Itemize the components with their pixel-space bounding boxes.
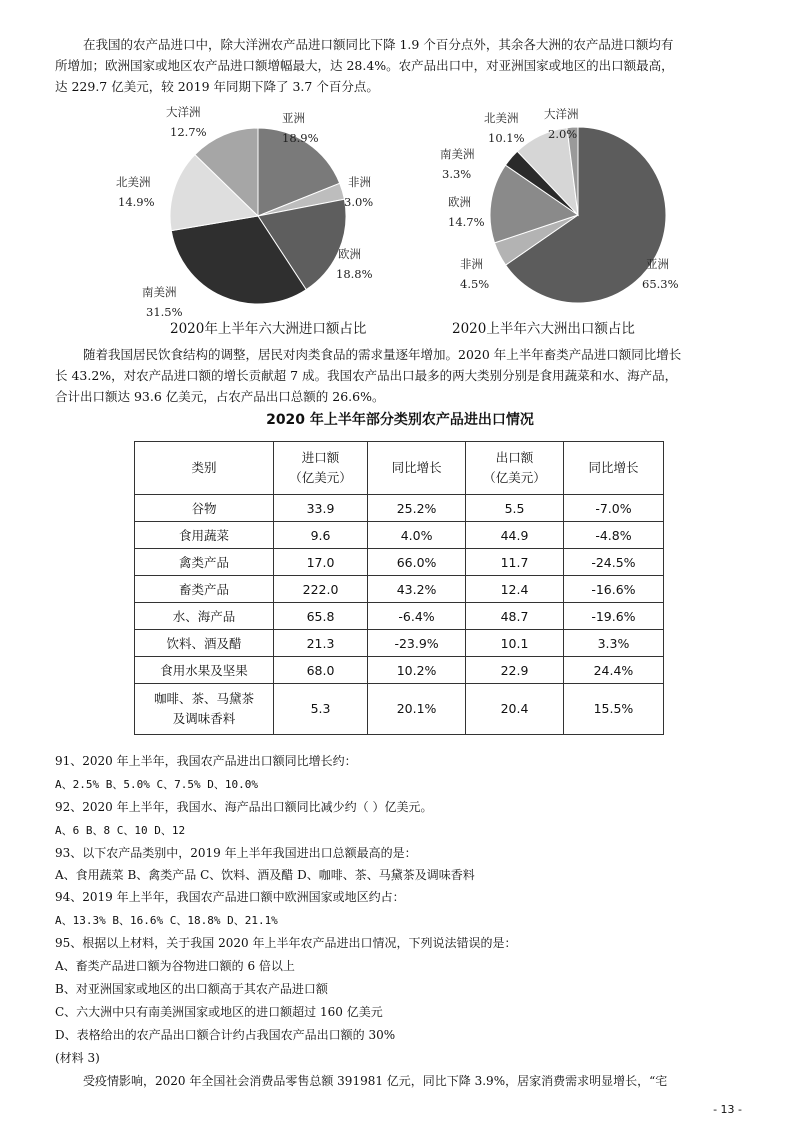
trade-table [134, 441, 664, 735]
table-row [135, 495, 664, 522]
cell-import: 9.6 [274, 522, 368, 549]
import-label-oceania-value: 12.7% [170, 125, 207, 139]
question-92: 92、2020 年上半年，我国水、海产品出口额同比减少约（ ）亿美元。 [55, 800, 433, 814]
export-label-europe-value: 14.7% [448, 215, 485, 229]
question-95-option-d: D、表格给出的农产品出口额合计约占我国农产品出口额的 30% [55, 1028, 396, 1042]
table-row [135, 630, 664, 657]
cell-import-growth: 25.2% [368, 495, 466, 522]
para2-line-2: 长 43.2%，对农产品进口额的增长贡献超 7 成。我国农产品出口最多的两大类别分别是食用蔬菜和水、海产品， [55, 368, 678, 383]
cell-import: 5.3 [274, 684, 368, 735]
export-label-samerica-name: 南美洲 [440, 147, 475, 161]
cell-export-growth: -4.8% [563, 522, 663, 549]
export-pie-title: 2020上半年六大洲出口额占比 [452, 321, 635, 337]
question-91-options: A、2.5% B、5.0% C、7.5% D、10.0% [55, 778, 258, 791]
cell-import: 21.3 [274, 630, 368, 657]
import-pie-chart [110, 98, 400, 338]
export-pie-chart [440, 98, 700, 338]
tail-paragraph: 受疫情影响，2020 年全国社会消费品零售总额 391981 亿元，同比下降 3.9%，居家消费需求明显增长，“宅 [83, 1074, 668, 1088]
import-pie-slices [170, 128, 346, 304]
cell-import-growth: 43.2% [368, 576, 466, 603]
cell-category-line2: 及调味香料 [172, 711, 236, 726]
import-label-namerica-value: 14.9% [118, 195, 155, 209]
table-header-row [135, 442, 664, 495]
cell-category-line1: 咖啡、茶、马黛茶 [154, 691, 255, 706]
question-95: 95、根据以上材料，关于我国 2020 年上半年农产品进出口情况，下列说法错误的是： [55, 936, 517, 950]
import-label-asia-value: 18.9% [282, 131, 319, 145]
export-label-namerica-name: 北美洲 [484, 111, 519, 125]
import-label-namerica-name: 北美洲 [116, 175, 151, 189]
meat-paragraph [55, 344, 755, 407]
cell-export: 48.7 [466, 603, 564, 630]
intro-line-3: 达 229.7 亿美元，较 2019 年同期下降了 3.7 个百分点。 [55, 79, 379, 94]
cell-export-growth: 15.5% [563, 684, 663, 735]
cell-import-growth: 4.0% [368, 522, 466, 549]
export-label-europe-name: 欧洲 [448, 195, 471, 209]
cell-import: 17.0 [274, 549, 368, 576]
export-label-asia-name: 亚洲 [646, 257, 669, 271]
cell-export-growth: -24.5% [563, 549, 663, 576]
question-94-options: A、13.3% B、16.6% C、18.8% D、21.1% [55, 914, 278, 927]
cell-import: 68.0 [274, 657, 368, 684]
para2-line-3: 合计出口额达 93.6 亿美元，占农产品出口总额的 26.6%。 [55, 389, 385, 404]
question-95-option-c: C、六大洲中只有南美洲国家或地区的进口额超过 160 亿美元 [55, 1005, 383, 1019]
cell-import: 65.8 [274, 603, 368, 630]
intro-line-1: 在我国的农产品进口中，除大洋洲农产品进口额同比下降 1.9 个百分点外，其余各大洲的农产品进口额均有 [83, 37, 674, 52]
table-row [135, 603, 664, 630]
cell-category: 谷物 [135, 495, 274, 522]
export-label-namerica-value: 10.1% [488, 131, 525, 145]
import-pie-svg [110, 98, 400, 338]
cell-export: 10.1 [466, 630, 564, 657]
cell-category: 水、海产品 [135, 603, 274, 630]
export-label-samerica-value: 3.3% [442, 167, 472, 181]
cell-export: 12.4 [466, 576, 564, 603]
table-row [135, 576, 664, 603]
intro-paragraph [55, 34, 755, 97]
import-label-europe-name: 欧洲 [338, 247, 361, 261]
cell-export: 5.5 [466, 495, 564, 522]
export-label-africa-name: 非洲 [460, 257, 483, 271]
question-91: 91、2020 年上半年，我国农产品进出口额同比增长约： [55, 754, 357, 768]
import-label-africa-name: 非洲 [348, 175, 371, 189]
table-row [135, 684, 664, 735]
export-label-asia-value: 65.3% [642, 277, 679, 291]
question-95-option-b: B、对亚洲国家或地区的出口额高于其农产品进口额 [55, 982, 328, 996]
header-export-line1: 出口额 [495, 450, 534, 465]
import-label-europe-value: 18.8% [336, 267, 373, 281]
cell-export-growth: 3.3% [563, 630, 663, 657]
table-row [135, 549, 664, 576]
header-category: 类别 [135, 442, 274, 495]
cell-category [135, 684, 274, 735]
cell-export: 22.9 [466, 657, 564, 684]
cell-category: 食用蔬菜 [135, 522, 274, 549]
import-label-africa-value: 3.0% [344, 195, 374, 209]
export-pie-slices [490, 127, 666, 303]
material-label: (材料 3) [55, 1051, 100, 1065]
question-93: 93、以下农产品类别中，2019 年上半年我国进出口总额最高的是： [55, 846, 417, 860]
export-label-oceania-value: 2.0% [548, 127, 578, 141]
header-export [466, 442, 564, 495]
cell-import: 33.9 [274, 495, 368, 522]
cell-export-growth: -16.6% [563, 576, 663, 603]
header-export-growth: 同比增长 [563, 442, 663, 495]
import-pie-title: 2020年上半年六大洲进口额占比 [170, 321, 367, 337]
cell-import-growth: 20.1% [368, 684, 466, 735]
table-row [135, 657, 664, 684]
import-label-samerica-name: 南美洲 [142, 285, 177, 299]
question-95-option-a: A、畜类产品进口额为谷物进口额的 6 倍以上 [55, 959, 295, 973]
para2-line-1: 随着我国居民饮食结构的调整，居民对肉类食品的需求量逐年增加。2020 年上半年畜类产品进口额同比增长 [83, 347, 682, 362]
cell-import: 222.0 [274, 576, 368, 603]
cell-export-growth: -19.6% [563, 603, 663, 630]
export-pie-svg [440, 98, 700, 338]
table-row [135, 522, 664, 549]
question-94: 94、2019 年上半年，我国农产品进口额中欧洲国家或地区约占： [55, 890, 405, 904]
cell-category: 畜类产品 [135, 576, 274, 603]
import-label-asia-name: 亚洲 [282, 111, 305, 125]
header-import-growth: 同比增长 [368, 442, 466, 495]
cell-category: 饮料、酒及醋 [135, 630, 274, 657]
cell-import-growth: 66.0% [368, 549, 466, 576]
cell-export-growth: 24.4% [563, 657, 663, 684]
cell-category: 禽类产品 [135, 549, 274, 576]
import-label-oceania-name: 大洋洲 [166, 105, 201, 119]
cell-export: 20.4 [466, 684, 564, 735]
export-label-africa-value: 4.5% [460, 277, 490, 291]
header-export-line2: （亿美元） [483, 470, 546, 485]
header-import-line2: （亿美元） [289, 470, 352, 485]
import-label-samerica-value: 31.5% [146, 305, 183, 319]
question-92-options: A、6 B、8 C、10 D、12 [55, 824, 186, 837]
export-label-oceania-name: 大洋洲 [544, 107, 579, 121]
question-93-options: A、食用蔬菜 B、禽类产品 C、饮料、酒及醋 D、咖啡、茶、马黛茶及调味香料 [55, 868, 475, 882]
intro-line-2: 所增加；欧洲国家或地区农产品进口额增幅最大，达 28.4%。农产品出口中，对亚洲国家或地区的出口额最高， [55, 58, 674, 73]
page-number: - 13 - [713, 1103, 742, 1116]
cell-export: 11.7 [466, 549, 564, 576]
table-title: 2020 年上半年部分类别农产品进出口情况 [266, 412, 534, 428]
header-import [274, 442, 368, 495]
cell-category: 食用水果及坚果 [135, 657, 274, 684]
cell-export: 44.9 [466, 522, 564, 549]
header-import-line1: 进口额 [301, 450, 340, 465]
cell-import-growth: -23.9% [368, 630, 466, 657]
cell-import-growth: 10.2% [368, 657, 466, 684]
cell-import-growth: -6.4% [368, 603, 466, 630]
cell-export-growth: -7.0% [563, 495, 663, 522]
